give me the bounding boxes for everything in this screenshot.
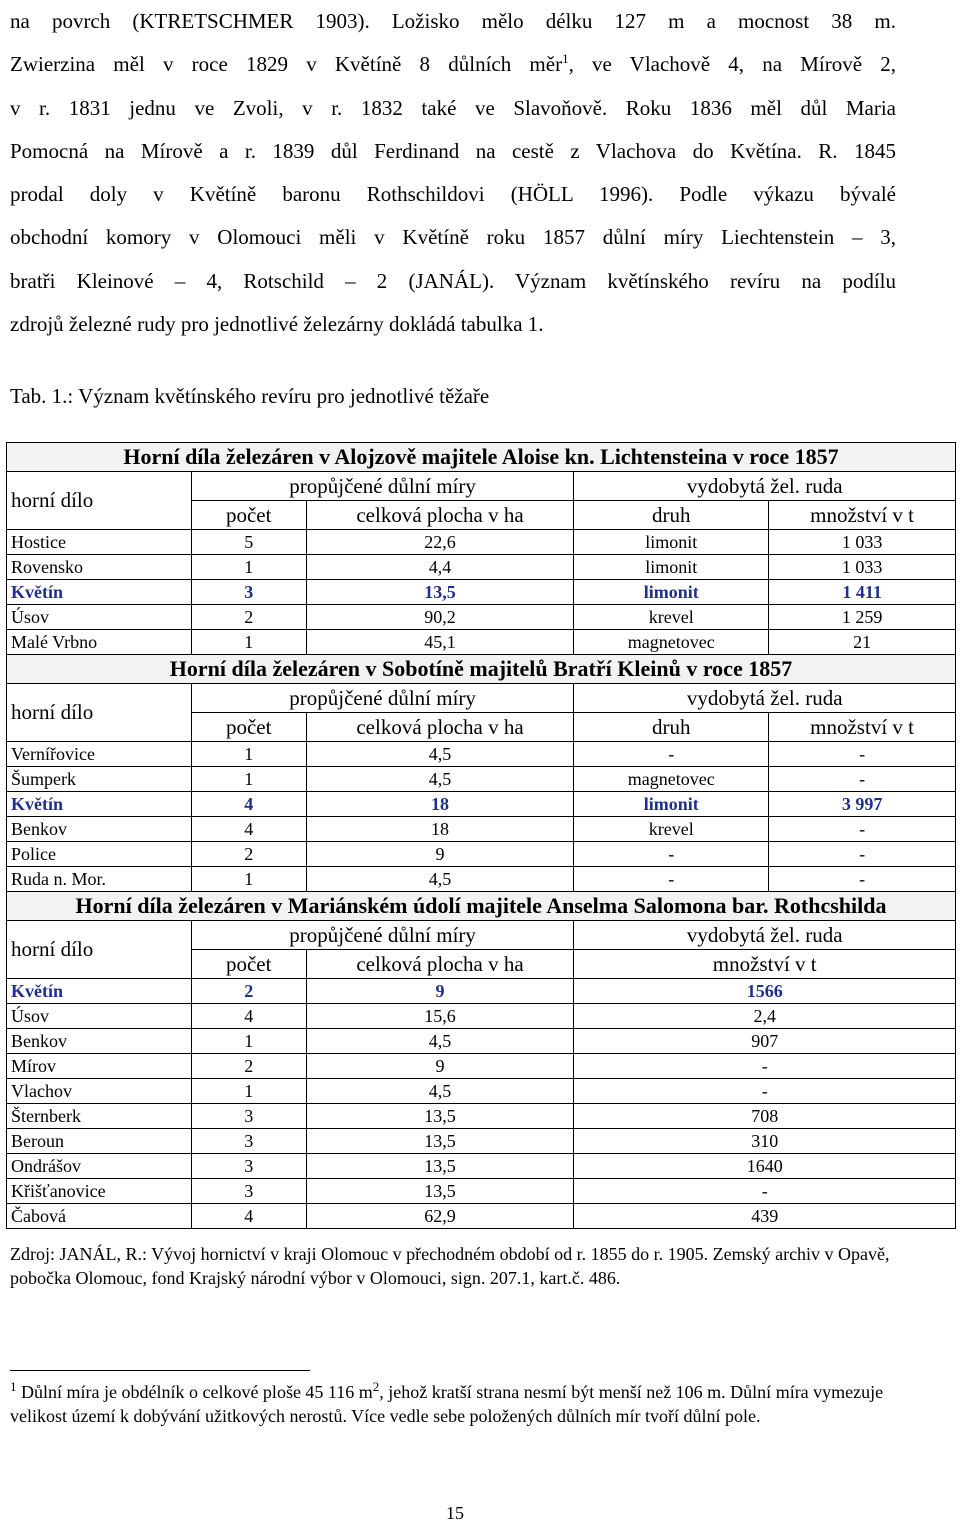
mining-table	[6, 442, 956, 1229]
table-cell: Benkov	[7, 817, 192, 842]
table-row	[7, 1179, 956, 1204]
header-row	[7, 472, 956, 501]
table-row	[7, 1054, 956, 1079]
table-row	[7, 979, 956, 1004]
table-row	[7, 555, 956, 580]
table-cell: 1640	[574, 1154, 956, 1179]
table-row	[7, 1029, 956, 1054]
body-paragraph	[10, 0, 896, 346]
mining-table-body	[7, 443, 956, 1229]
table-row	[7, 1204, 956, 1229]
footnote-ref: 1	[562, 51, 569, 67]
table-cell: 2	[191, 979, 306, 1004]
table-cell: propůjčené důlní míry	[191, 684, 574, 713]
table-cell: Ondrášov	[7, 1154, 192, 1179]
table-row	[7, 867, 956, 892]
table-cell: 1	[191, 742, 306, 767]
table-cell: Horní díla železáren v Mariánském údolí majitele Anselma Salomona bar. Rothcshilda	[7, 892, 956, 921]
table-row	[7, 817, 956, 842]
table-cell: Šumperk	[7, 767, 192, 792]
table-cell: Malé Vrbno	[7, 630, 192, 655]
table-cell: vydobytá žel. ruda	[574, 472, 956, 501]
table-row	[7, 630, 956, 655]
table-cell: 3	[191, 1179, 306, 1204]
table-row	[7, 1129, 956, 1154]
table-cell: 310	[574, 1129, 956, 1154]
table-cell: 4,5	[306, 767, 574, 792]
table-cell: Vlachov	[7, 1079, 192, 1104]
paragraph-line: obchodní komory v Olomouci měli v Květíně roku 1857 důlní míry Liechtenstein – 3,	[10, 225, 896, 250]
table-cell: množství v t	[769, 501, 956, 530]
header-row	[7, 921, 956, 950]
table-cell: Šternberk	[7, 1104, 192, 1129]
table-cell: 2	[191, 605, 306, 630]
paragraph-line: v r. 1831 jednu ve Zvoli, v r. 1832 také ve Slavoňově. Roku 1836 měl důl Maria	[10, 95, 896, 120]
page-number: 15	[446, 1503, 464, 1523]
table-cell: Úsov	[7, 1004, 192, 1029]
table-cell: 2	[191, 1054, 306, 1079]
table-cell: 1	[191, 1029, 306, 1054]
table-cell: horní dílo	[7, 921, 192, 979]
table-cell: 1	[191, 630, 306, 655]
table-row	[7, 792, 956, 817]
table-cell: 21	[769, 630, 956, 655]
table-cell: -	[769, 742, 956, 767]
table-cell: 1 411	[769, 580, 956, 605]
table-cell: 4,5	[306, 742, 574, 767]
table-cell: Horní díla železáren v Alojzově majitele Aloise kn. Lichtensteina v roce 1857	[7, 443, 956, 472]
table-cell: 3	[191, 580, 306, 605]
table-cell: 4	[191, 817, 306, 842]
table-cell: 4,5	[306, 1029, 574, 1054]
table-cell: 439	[574, 1204, 956, 1229]
table-cell: limonit	[574, 580, 769, 605]
table-caption: Tab. 1.: Význam květínského revíru pro jednotlivé těžaře	[10, 384, 490, 408]
table-cell: 1	[191, 867, 306, 892]
table-cell: 13,5	[306, 1104, 574, 1129]
table-cell: 1 259	[769, 605, 956, 630]
table-cell: 708	[574, 1104, 956, 1129]
table-row	[7, 580, 956, 605]
footnote-sup: 2	[372, 1379, 380, 1394]
table-cell: 4,5	[306, 1079, 574, 1104]
table-cell: Rovensko	[7, 555, 192, 580]
table-cell: 9	[306, 842, 574, 867]
paragraph-line: prodal doly v Květíně baronu Rothschildovi (HÖLL 1996). Podle výkazu bývalé	[10, 182, 896, 207]
table-cell: 3	[191, 1129, 306, 1154]
table-cell: 4,4	[306, 555, 574, 580]
table-cell: 4	[191, 1204, 306, 1229]
table-cell: počet	[191, 501, 306, 530]
table-cell: druh	[574, 713, 769, 742]
table-cell: krevel	[574, 817, 769, 842]
table-row	[7, 1154, 956, 1179]
table-cell: 9	[306, 979, 574, 1004]
table-cell: 4,5	[306, 867, 574, 892]
paragraph-line: zdrojů železné rudy pro jednotlivé železárny dokládá tabulka 1.	[10, 312, 544, 337]
table-cell: 3 997	[769, 792, 956, 817]
footnote: $^1$ Důlní míra je obdélník o celkové ploše 45 116 $m^2$, jehož kratší strana nesmí být menší než 106 m. Důlní míra vymezuje velikost území k dobývání užitkových nerostů. Více vedle sebe položených důlních mír tvoří důlní pole.	[10, 1379, 884, 1426]
table-cell: -	[769, 817, 956, 842]
table-cell: 3	[191, 1154, 306, 1179]
table-cell: -	[574, 1179, 956, 1204]
table-cell: horní dílo	[7, 684, 192, 742]
header-row	[7, 684, 956, 713]
table-cell: celková plocha v ha	[306, 501, 574, 530]
table-cell: Čabová	[7, 1204, 192, 1229]
table-cell: -	[574, 867, 769, 892]
table-cell: 15,6	[306, 1004, 574, 1029]
table-cell: Hostice	[7, 530, 192, 555]
paragraph-line: Zwierzina měl v roce 1829 v Květíně 8 důlních měr$^1$, ve Vlachově 4, na Mírově 2,	[10, 51, 896, 77]
table-cell: 1	[191, 555, 306, 580]
table-cell: 1 033	[769, 555, 956, 580]
table-cell: -	[574, 742, 769, 767]
table-cell: propůjčené důlní míry	[191, 921, 574, 950]
table-cell: magnetovec	[574, 630, 769, 655]
table-cell: Úsov	[7, 605, 192, 630]
table-cell: Horní díla železáren v Sobotíně majitelů Bratří Kleinů v roce 1857	[7, 655, 956, 684]
table-cell: Květín	[7, 792, 192, 817]
table-cell: limonit	[574, 792, 769, 817]
table-row	[7, 530, 956, 555]
table-cell: Vernířovice	[7, 742, 192, 767]
table-cell: 5	[191, 530, 306, 555]
table-cell: magnetovec	[574, 767, 769, 792]
paragraph-line: bratři Kleinové – 4, Rotschild – 2 (JANÁL). Význam květínského revíru na podílu	[10, 268, 896, 293]
table-cell: vydobytá žel. ruda	[574, 684, 956, 713]
table-cell: 1	[191, 767, 306, 792]
table-cell: 4	[191, 1004, 306, 1029]
table-cell: Ruda n. Mor.	[7, 867, 192, 892]
table-cell: druh	[574, 501, 769, 530]
table-cell: počet	[191, 950, 306, 979]
table-cell: limonit	[574, 530, 769, 555]
paragraph-line: Pomocná na Mírově a r. 1839 důl Ferdinand na cestě z Vlachova do Květína. R. 1845	[10, 138, 896, 163]
table-cell: 90,2	[306, 605, 574, 630]
table-cell: 907	[574, 1029, 956, 1054]
table-row	[7, 767, 956, 792]
table-cell: 13,5	[306, 1154, 574, 1179]
table-row	[7, 1004, 956, 1029]
table-cell: horní dílo	[7, 472, 192, 530]
footnote-divider	[10, 1370, 310, 1371]
table-cell: 13,5	[306, 1179, 574, 1204]
table-cell: celková plocha v ha	[306, 950, 574, 979]
table-cell: -	[574, 1054, 956, 1079]
table-cell: -	[769, 867, 956, 892]
table-cell: 1 033	[769, 530, 956, 555]
table-cell: 3	[191, 1104, 306, 1129]
table-cell: 4	[191, 792, 306, 817]
table-cell: 45,1	[306, 630, 574, 655]
table-row	[7, 842, 956, 867]
table-cell: 18	[306, 817, 574, 842]
table-cell: Květín	[7, 580, 192, 605]
table-cell: 2	[191, 842, 306, 867]
table-row	[7, 605, 956, 630]
table-cell: Police	[7, 842, 192, 867]
table-cell: množství v t	[769, 713, 956, 742]
section-title-row	[7, 892, 956, 921]
table-cell: -	[769, 842, 956, 867]
table-cell: propůjčené důlní míry	[191, 472, 574, 501]
table-cell: Mírov	[7, 1054, 192, 1079]
table-source: Zdroj: JANÁL, R.: Vývoj hornictví v kraji Olomouc v přechodném období od r. 1855 do r. 1905. Zemský archiv v Opavě, pobočka Olomouc, fond Krajský národní výbor v Olomouci, sign. 207.1, kart.č. 486.	[10, 1244, 890, 1288]
table-row	[7, 1079, 956, 1104]
table-cell: -	[574, 1079, 956, 1104]
footnote-mark: 1	[10, 1379, 17, 1394]
table-cell: 1	[191, 1079, 306, 1104]
table-cell: 13,5	[306, 580, 574, 605]
paragraph-line: na povrch (KTRETSCHMER 1903). Ložisko mělo délku 127 m a mocnost 38 m.	[10, 9, 896, 33]
table-cell: Beroun	[7, 1129, 192, 1154]
table-cell: celková plocha v ha	[306, 713, 574, 742]
table-cell: vydobytá žel. ruda	[574, 921, 956, 950]
table-cell: -	[574, 842, 769, 867]
table-cell: počet	[191, 713, 306, 742]
table-cell: 9	[306, 1054, 574, 1079]
table-cell: limonit	[574, 555, 769, 580]
table-cell: 22,6	[306, 530, 574, 555]
table-row	[7, 742, 956, 767]
table-cell: -	[769, 767, 956, 792]
section-title-row	[7, 443, 956, 472]
table-cell: Benkov	[7, 1029, 192, 1054]
table-cell: 13,5	[306, 1129, 574, 1154]
table-cell: 18	[306, 792, 574, 817]
table-cell: 1566	[574, 979, 956, 1004]
table-cell: Květín	[7, 979, 192, 1004]
table-cell: Křišťanovice	[7, 1179, 192, 1204]
table-cell: 62,9	[306, 1204, 574, 1229]
table-cell: 2,4	[574, 1004, 956, 1029]
table-cell: množství v t	[574, 950, 956, 979]
section-title-row	[7, 655, 956, 684]
table-cell: krevel	[574, 605, 769, 630]
table-row	[7, 1104, 956, 1129]
